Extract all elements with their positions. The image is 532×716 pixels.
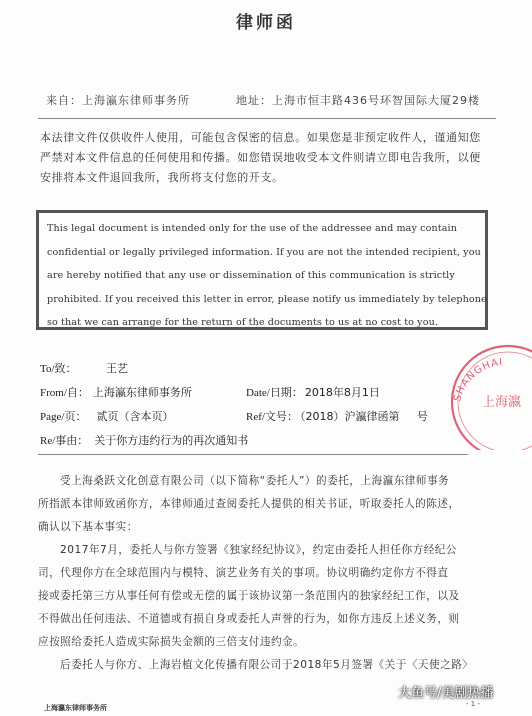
meta-ref	[246, 408, 428, 424]
header-divider	[38, 118, 496, 119]
stamp-arc-text: SHANGHAI	[452, 357, 504, 403]
meta-from-value: 上海瀛东律师事务所	[92, 386, 192, 399]
meta-from	[40, 384, 192, 400]
meta-re-value: 关于你方违约行为的再次通知书	[94, 434, 249, 447]
watermark-text: 大鱼号/美剧热播	[398, 686, 494, 701]
meta-page-value: 贰页（含本页）	[96, 410, 174, 423]
meta-ref-value: （2018）沪瀛律函第 号	[299, 410, 428, 423]
body-line: 受上海桑跃文化创意有限公司（以下简称“委托人”）的委托，上海瀛东律师事务	[60, 475, 450, 487]
meta-ref-label: Ref/文号：	[246, 411, 298, 423]
document-title: 律师函	[236, 13, 296, 33]
body-line: 接或委托第三方从事任何有偿或无偿的属于该协议第一条范围内的独家经纪工作，以及	[38, 590, 460, 602]
meta-date-value: 2018年8月1日	[304, 386, 380, 399]
body-line: 确认以下基本事实：	[38, 521, 138, 533]
meta-page-label: Page/页：	[40, 411, 87, 423]
meta-to-value: 王艺	[106, 362, 129, 375]
meta-divider	[38, 454, 468, 455]
meta-date	[246, 384, 380, 400]
meta-to	[40, 360, 128, 376]
footer-firm-name: 上海瀛东律师事务所	[44, 704, 107, 712]
letter-body	[38, 470, 494, 677]
body-line: 所指派本律师致函你方，本律师通过查阅委托人提供的相关书证，听取委托人的陈述，	[38, 498, 460, 510]
notice-en-line: This legal document is intended only for the use of the addressee and may contain	[47, 223, 458, 234]
body-line: 不得做出任何违法、不道德或有损自身或委托人声誉的行为，如你方违反上述义务，则	[38, 613, 460, 625]
meta-from-label: From/自：	[40, 387, 89, 399]
body-line: 司，代理你方在全球范围内与模特、演艺业务有关的事项。协议明确约定你方不得直	[38, 567, 449, 579]
meta-re-label: Re/事由：	[40, 435, 89, 447]
firm-seal-stamp	[438, 340, 532, 450]
stamp-center-text: 上海瀛	[482, 395, 522, 410]
header-address-label: 地址：	[236, 94, 272, 107]
header-from-label: 来自：	[46, 94, 82, 107]
header-from-value: 上海瀛东律师事务所	[82, 94, 190, 107]
notice-en-line: are hereby notified that any use or dissemination of this communication is strictly	[47, 270, 455, 281]
meta-page	[40, 408, 173, 424]
notice-en-line: confidential or legally privileged information. If you are not the intended recipient, you	[47, 246, 481, 258]
notice-en-line: prohibited. If you received this letter in error, please notify us immediately by telephone	[47, 293, 487, 305]
meta-date-label: Date/日期：	[246, 387, 303, 399]
meta-to-label: To/致：	[40, 363, 77, 375]
notice-en-line: so that we can arrange for the return of the documents to us at no cost to you.	[47, 317, 438, 328]
meta-re	[40, 432, 248, 448]
footer-page-number: - 1 -	[466, 700, 480, 708]
header-from	[46, 92, 190, 108]
body-line: 应按照给委托人造成实际损失金额的三倍支付违约金。	[38, 636, 305, 648]
header-address	[236, 92, 480, 108]
body-line: 后委托人与你方、上海岩植文化传播有限公司于2018年5月签署《关于〈天使之路〉	[60, 659, 474, 671]
confidentiality-notice-cn: 本法律文件仅供收件人使用，可能包含保密的信息。如果您是非预定收件人，谨通知您严禁对本文件信息的任何使用和传播。如您错误地收受本文件则请立即电告我所，以便安排将本文件退回我所，我所将支付您的开支。	[40, 131, 481, 184]
confidentiality-notice-en	[36, 210, 488, 330]
header-address-value: 上海市恒丰路436号环智国际大厦29楼	[272, 94, 480, 107]
body-line: 2017年7月，委托人与你方签署《独家经纪协议》，约定由委托人担任你方经纪公	[60, 544, 457, 556]
